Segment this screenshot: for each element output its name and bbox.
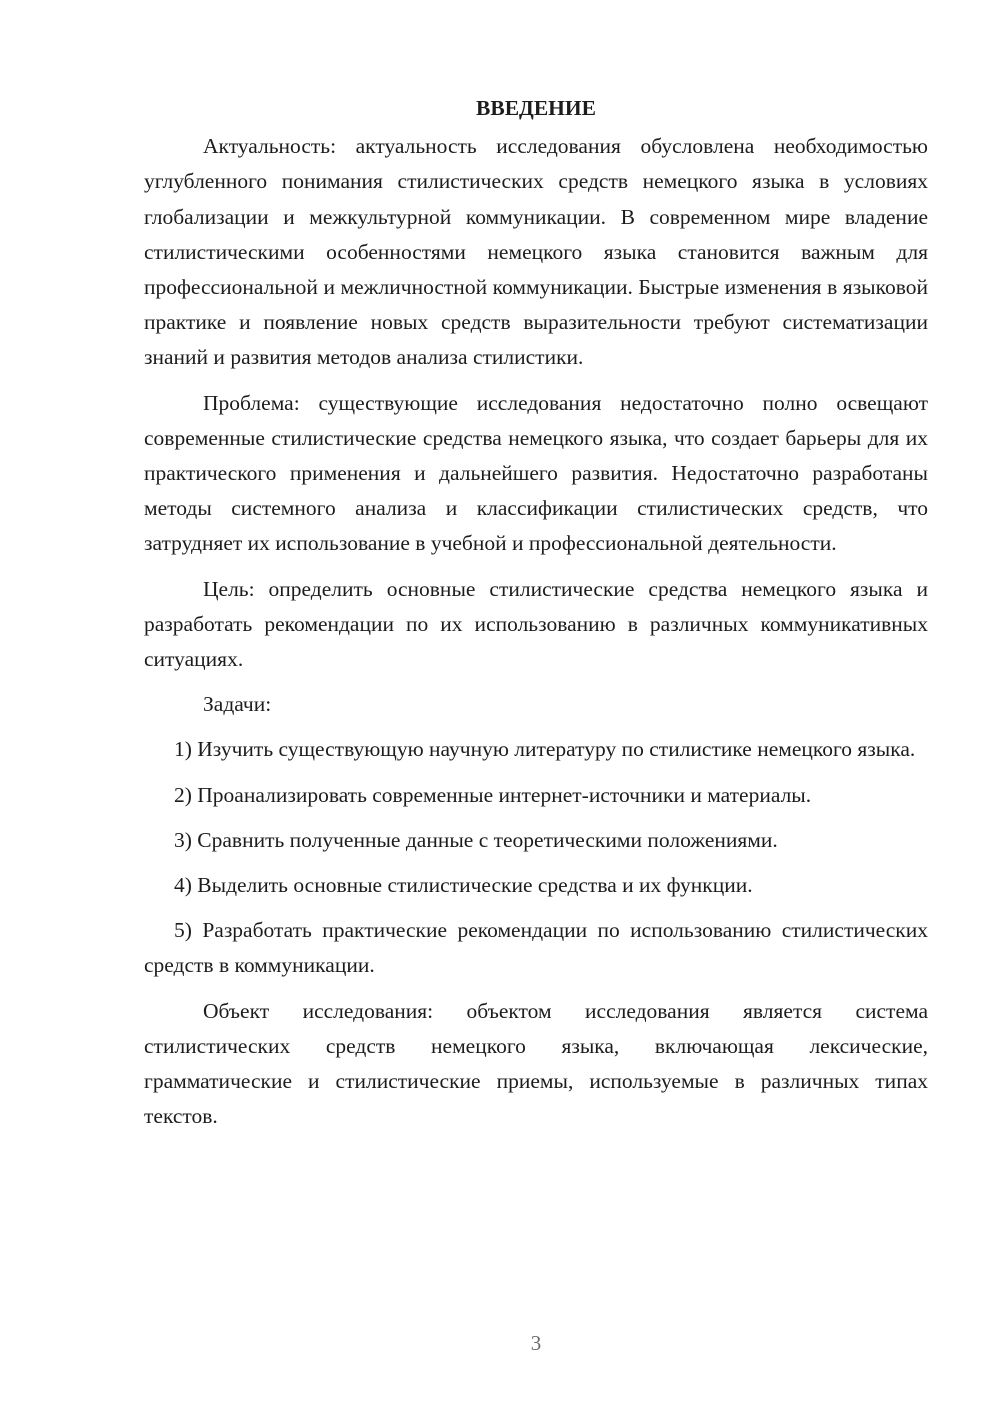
paragraph-object: Объект исследования: объектом исследования является система стилистических средств немецкого языка, включающая лексические, грамматические и стилистические приемы, используемые в различных типах текстов. <box>144 998 928 1129</box>
paragraph-problem: Проблема: существующие исследования недостаточно полно освещают современные стилистические средства немецкого языка, что создает барьеры для их практического применения и дальнейшего развития. Недостаточно разработаны методы системного анализа и классификации стилистических средств, что затрудняет их использование в учебной и профессиональной деятельности. <box>144 390 928 556</box>
paragraph-goal: Цель: определить основные стилистические средства немецкого языка и разработать рекомендации по их использованию в различных коммуникативных ситуациях. <box>144 576 928 672</box>
section-title: ВВЕДЕНИЕ <box>476 96 596 120</box>
task-item: 1) Изучить существующую научную литературу по стилистике немецкого языка. <box>174 737 916 762</box>
task-item: 3) Сравнить полученные данные с теоретическими положениями. <box>174 827 778 852</box>
task-item: 4) Выделить основные стилистические средства и их функции. <box>174 873 753 898</box>
tasks-heading: Задачи: <box>203 692 272 717</box>
document-body <box>144 91 928 1134</box>
task-item: 2) Проанализировать современные интернет-источники и материалы. <box>174 782 812 807</box>
task-item: 5) Разработать практические рекомендации по использованию стилистических средств в коммуникации. <box>144 918 928 978</box>
page-number: 3 <box>530 1331 542 1355</box>
paragraph-relevance: Актуальность: актуальность исследования обусловлена необходимостью углубленного понимания стилистических средств немецкого языка в условиях глобализации и межкультурной коммуникации. В современном мире владение стилистическими особенностями немецкого языка становится важным для профессиональной и межличностной коммуникации. Быстрые изменения в языковой практике и появление новых средств выразительности требуют систематизации знаний и развития методов анализа стилистики. <box>144 134 928 370</box>
